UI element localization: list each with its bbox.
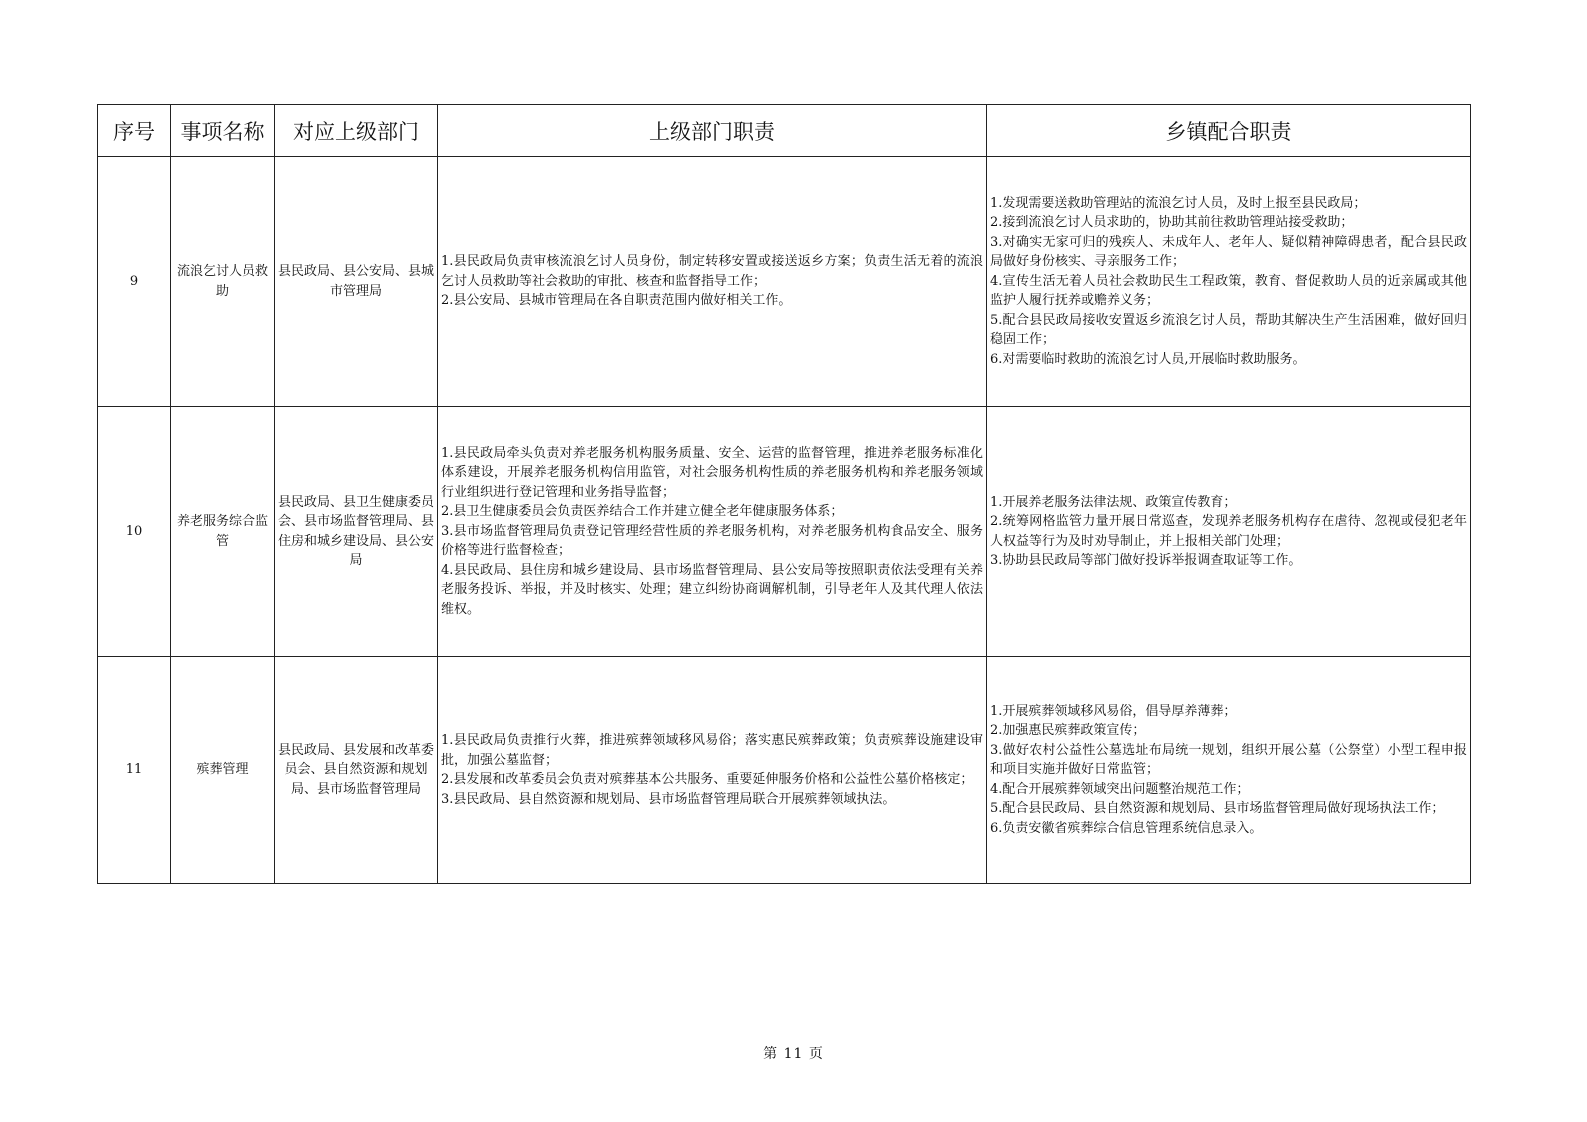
row-town-duty [987,157,1471,407]
duty-line: 5.配合县民政局、县自然资源和规划局、县市场监督管理局做好现场执法工作； [990,801,1445,817]
duty-line: 2.加强惠民殡葬政策宣传； [990,723,1146,739]
row-item-name: 殡葬管理 [171,657,275,884]
header-item-name: 事项名称 [171,105,275,157]
duty-line: 1.县民政局牵头负责对养老服务机构服务质量、安全、运营的监督管理，推进养老服务标准化体系建设，开展养老服务机构信用监管，对社会服务机构性质的养老服务机构和养老服务领域行业组织进行登记管理和业务指导监督； [441,445,983,500]
header-town-duty: 乡镇配合职责 [987,105,1471,157]
duty-line: 6.负责安徽省殡葬综合信息管理系统信息录入。 [990,820,1263,836]
row-town-duty [987,407,1471,657]
duty-line: 3.做好农村公益性公墓选址布局统一规划，组织开展公墓（公祭堂）小型工程申报和项目实施并做好日常监管； [990,742,1467,778]
duty-table [97,104,1471,884]
table-row [98,407,1471,657]
duty-line: 4.宣传生活无着人员社会救助民生工程政策，教育、督促救助人员的近亲属或其他监护人履行抚养或赡养义务； [990,273,1467,309]
duty-line: 3.县民政局、县自然资源和规划局、县市场监督管理局联合开展殡葬领域执法。 [441,791,896,807]
row-seq: 9 [98,157,171,407]
row-seq: 10 [98,407,171,657]
duty-line: 3.协助县民政局等部门做好投诉举报调查取证等工作。 [990,553,1302,568]
row-superior-duty [438,157,987,407]
duty-line: 5.配合县民政局接收安置返乡流浪乞讨人员，帮助其解决生产生活困难，做好回归稳固工作； [990,312,1467,348]
row-item-name: 养老服务综合监管 [171,407,275,657]
duty-line: 4.配合开展殡葬领域突出问题整治规范工作； [990,781,1250,797]
duty-line: 1.发现需要送救助管理站的流浪乞讨人员，及时上报至县民政局； [990,195,1367,211]
header-superior-duty: 上级部门职责 [438,105,987,157]
duty-line: 2.县公安局、县城市管理局在各自职责范围内做好相关工作。 [441,293,792,309]
header-superior-dept: 对应上级部门 [275,105,438,157]
row-superior-duty [438,407,987,657]
table-row [98,657,1471,884]
header-seq: 序号 [98,105,171,157]
duty-line: 1.县民政局负责推行火葬，推进殡葬领域移风易俗；落实惠民殡葬政策；负责殡葬设施建设审批，加强公墓监督； [441,733,983,768]
row-town-duty [987,657,1471,884]
duty-line: 6.对需要临时救助的流浪乞讨人员,开展临时救助服务。 [990,351,1306,367]
duty-line: 2.统筹网格监管力量开展日常巡查，发现养老服务机构存在虐待、忽视或侵犯老年人权益等行为及时劝导制止，并上报相关部门处理； [990,514,1467,549]
page-number: 第 11 页 [763,1046,824,1062]
row-superior-dept: 县民政局、县公安局、县城市管理局 [275,157,438,407]
duty-line: 1.开展殡葬领域移风易俗，倡导厚养薄葬； [990,703,1237,719]
duty-line: 1.县民政局负责审核流浪乞讨人员身份，制定转移安置或接送返乡方案；负责生活无着的流浪乞讨人员救助等社会救助的审批、核查和监督指导工作； [441,254,983,289]
duty-line: 2.县卫生健康委员会负责医养结合工作并建立健全老年健康服务体系； [441,504,844,520]
duty-line: 4.县民政局、县住房和城乡建设局、县市场监督管理局、县公安局等按照职责依法受理有关养老服务投诉、举报，并及时核实、处理；建立纠纷协商调解机制，引导老年人及其代理人依法维权。 [441,562,983,617]
duty-line: 2.接到流浪乞讨人员求助的，协助其前往救助管理站接受救助； [990,215,1354,231]
duty-line: 2.县发展和改革委员会负责对殡葬基本公共服务、重要延伸服务价格和公益性公墓价格核定； [441,772,974,787]
row-seq: 11 [98,657,171,884]
row-item-name: 流浪乞讨人员救助 [171,157,275,407]
row-superior-duty [438,657,987,884]
duty-line: 3.对确实无家可归的残疾人、未成年人、老年人、疑似精神障碍患者，配合县民政局做好身份核实、寻亲服务工作； [990,234,1467,270]
row-superior-dept: 县民政局、县发展和改革委员会、县自然资源和规划局、县市场监督管理局 [275,657,438,884]
header-row [98,105,1471,157]
table-row [98,157,1471,407]
duty-line: 3.县市场监督管理局负责登记管理经营性质的养老服务机构，对养老服务机构食品安全、服务价格等进行监督检查； [441,523,983,559]
duty-line: 1.开展养老服务法律法规、政策宣传教育； [990,494,1237,510]
row-superior-dept: 县民政局、县卫生健康委员会、县市场监督管理局、县住房和城乡建设局、县公安局 [275,407,438,657]
